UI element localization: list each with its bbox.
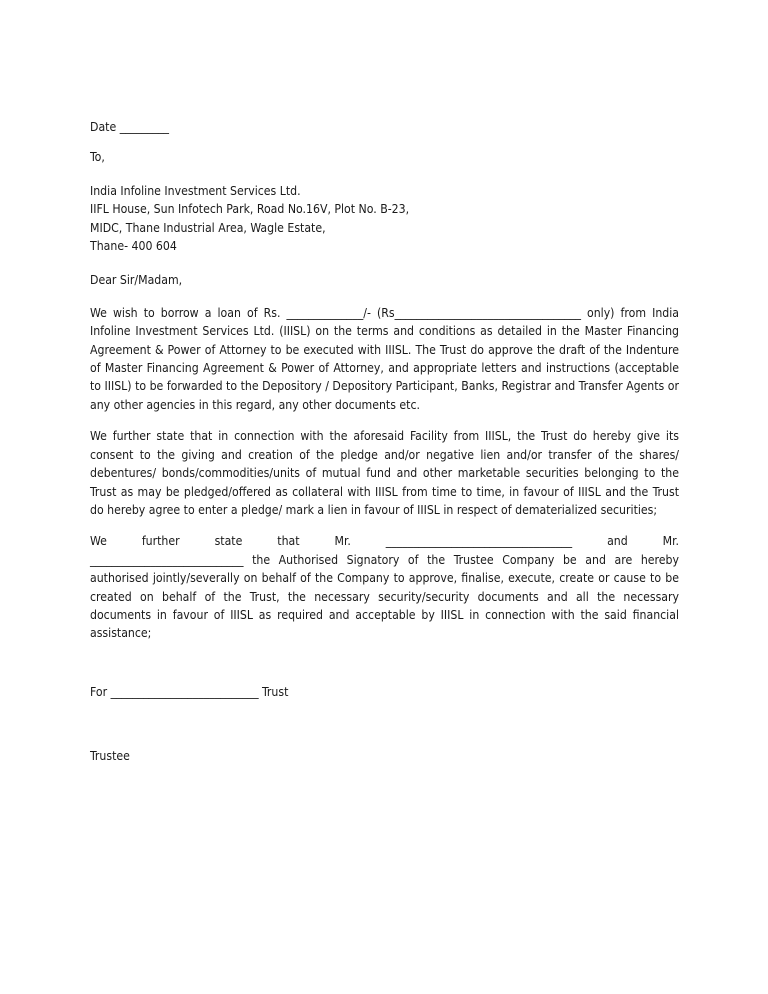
salutation: Dear Sir/Madam, xyxy=(90,273,183,288)
date-line: Date _________ xyxy=(90,120,170,134)
address-line: IIFL House, Sun Infotech Park, Road No.16V, Plot No. B-23, xyxy=(90,202,410,217)
paragraph-signatories xyxy=(90,532,679,642)
address-line: MIDC, Thane Industrial Area, Wagle Estate, xyxy=(90,220,326,235)
address-line: India Infoline Investment Services Ltd. xyxy=(90,183,301,198)
recipient-address xyxy=(90,182,679,256)
address-line: Thane- 400 604 xyxy=(90,239,177,254)
signatories-body: ____________________________ the Authorised Signatory of the Trustee Company be and are hereby authorised jointly/severally on behalf of the Company to approve, finalise, execute, create or cause to be created on behalf of the Trust, the necessary security/security documents and all the necessary documents in favour of IIISL as required and acceptable by IIISL in connection with the said financial assistance; xyxy=(90,552,679,641)
paragraph-pledge-consent: We further state that in connection with the aforesaid Facility from IIISL, the Trust do hereby give its consent to the giving and creation of the pledge and/or negative lien and/or transfer of the shares/ debentures/ bonds/commodities/units of mutual fund and other marketable securities belonging to the Trust as may be pledged/offered as collateral with IIISL from time to time, in favour of IIISL and the Trust do hereby agree to enter a pledge/ mark a lien in favour of IIISL in respect of dematerialized securities; xyxy=(90,429,679,517)
recipient-heading: To, xyxy=(90,150,105,165)
paragraph-loan-request: We wish to borrow a loan of Rs. ______________/- (Rs__________________________________ only) from India Infoline Investment Services Ltd. (IIISL) on the terms and conditions as detailed in the Master Financing Agreement & Power of Attorney to be executed with IIISL. The Trust do approve the draft of the Indenture of Master Financing Agreement & Power of Attorney, and appropriate letters and instructions (acceptable to IIISL) to be forwarded to the Depository / Depository Participant, Banks, Registrar and Transfer Agents or any other agencies in this regard, any other documents etc. xyxy=(90,305,679,412)
trustee-signature-label: Trustee xyxy=(90,749,130,764)
letter-page xyxy=(90,118,679,766)
signatories-first-line: We further state that Mr. __________________________________ and Mr. xyxy=(90,534,679,549)
for-trust-line: For ___________________________ Trust xyxy=(90,684,289,699)
